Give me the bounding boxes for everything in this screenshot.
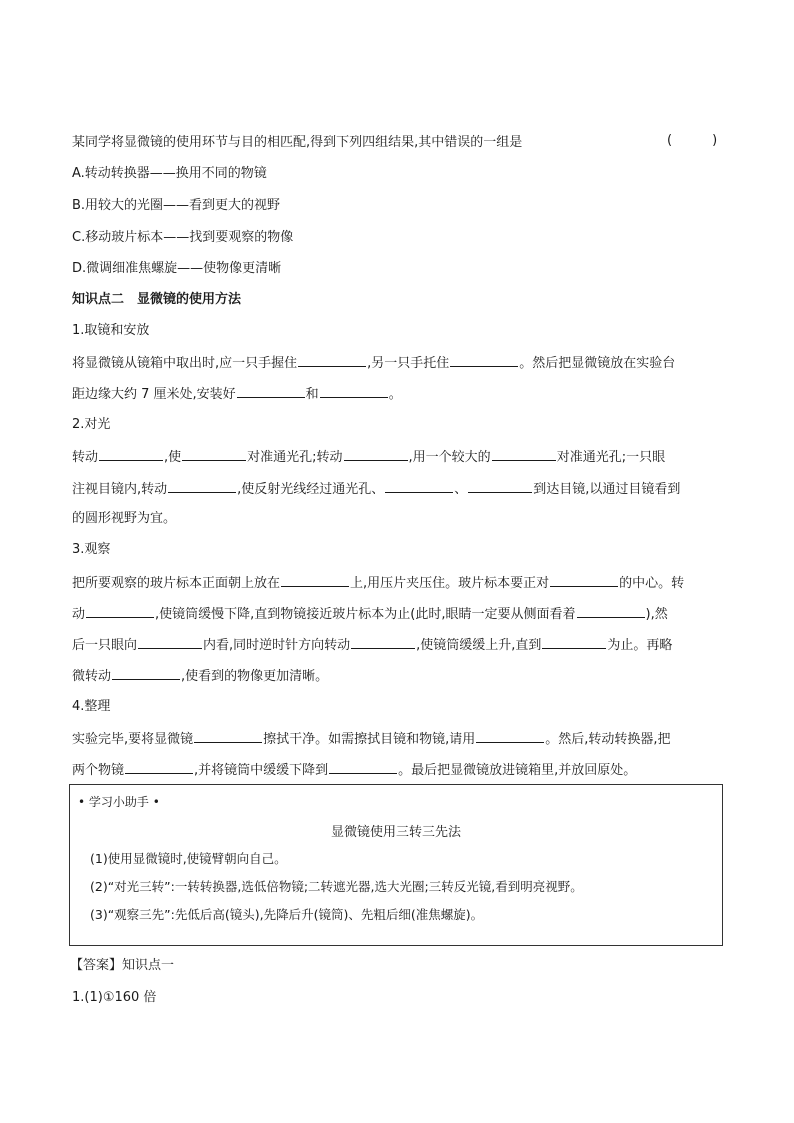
fill-blank[interactable]: [577, 603, 645, 618]
fill-blank[interactable]: [99, 446, 163, 461]
paragraph-line: 实验完毕,要将显微镜 擦拭干净。如需擦拭目镜和物镜,请用 。然后,转动转换器,把: [72, 728, 671, 750]
paragraph-line: 后一只眼向 内看,同时逆时针方向转动 ,使镜筒缓缓上升,直到 为止。再略: [72, 634, 672, 656]
paren-open: (: [667, 133, 673, 148]
paragraph-line: 动 ,使镜筒缓慢下降,直到物镜接近玻片标本为止(此时,眼睛一定要从侧面看着 ),然: [72, 603, 668, 625]
paragraph-line: 微转动 ,使看到的物像更加清晰。: [72, 665, 328, 687]
paragraph-line: 将显微镜从镜箱中取出时,应一只手握住 ,另一只手托住 。然后把显微镜放在实验台: [72, 352, 675, 374]
helper-item-2: (2)“对光三转”:一转转换器,选低倍物镜;二转遮光器,选大光圈;三转反光镜,看到明亮视野。: [90, 879, 583, 894]
fill-blank[interactable]: [476, 728, 544, 743]
helper-tag: • 学习小助手 •: [78, 795, 160, 809]
fill-blank[interactable]: [168, 478, 236, 493]
answer-parentheses: [667, 133, 717, 148]
answer-label: 【答案】知识点一: [70, 958, 175, 973]
fill-blank[interactable]: [542, 634, 606, 649]
fill-blank[interactable]: [344, 446, 408, 461]
fill-blank[interactable]: [550, 572, 618, 587]
helper-item-1: (1)使用显微镜时,使镜臂朝向自己。: [90, 851, 287, 866]
option-a: A.转动转换器——换用不同的物镜: [72, 166, 267, 181]
helper-title: 显微镜使用三转三先法: [330, 825, 461, 840]
question-stem: 某同学将显微镜的使用环节与目的相匹配,得到下列四组结果,其中错误的一组是: [72, 135, 523, 150]
subsection-title-2: 2.对光: [72, 417, 111, 432]
paragraph-line: 把所要观察的玻片标本正面朝上放在 上,用压片夹压住。玻片标本要正对 的中心。转: [72, 572, 684, 594]
option-c: C.移动玻片标本——找到要观察的物像: [72, 230, 294, 245]
fill-blank[interactable]: [385, 478, 453, 493]
fill-blank[interactable]: [329, 759, 397, 774]
study-helper-box: [69, 784, 723, 946]
fill-blank[interactable]: [125, 759, 193, 774]
fill-blank[interactable]: [112, 665, 180, 680]
fill-blank[interactable]: [298, 352, 366, 367]
fill-blank[interactable]: [138, 634, 202, 649]
fill-blank[interactable]: [450, 352, 518, 367]
paragraph-line: 转动 ,使 对准通光孔;转动 ,用一个较大的 对准通光孔;一只眼: [72, 446, 665, 468]
section-heading: 知识点二 显微镜的使用方法: [72, 292, 242, 307]
paragraph-line: 的圆形视野为宜。: [72, 511, 177, 526]
fill-blank[interactable]: [194, 728, 262, 743]
option-b: B.用较大的光圈——看到更大的视野: [72, 198, 281, 213]
answer-first-item: 1.(1)①160 倍: [72, 990, 157, 1005]
fill-blank[interactable]: [492, 446, 556, 461]
helper-item-3: (3)“观察三先”:先低后高(镜头),先降后升(镜筒)、先粗后细(准焦螺旋)。: [90, 907, 484, 922]
paren-close: ): [712, 133, 718, 148]
fill-blank[interactable]: [182, 446, 246, 461]
paragraph-line: 两个物镜 ,并将镜筒中缓缓下降到 。最后把显微镜放进镜箱里,并放回原处。: [72, 759, 636, 781]
fill-blank[interactable]: [281, 572, 349, 587]
fill-blank[interactable]: [351, 634, 415, 649]
fill-blank[interactable]: [237, 383, 305, 398]
fill-blank[interactable]: [320, 383, 388, 398]
paragraph-line: 注视目镜内,转动 ,使反射光线经过通光孔、 、 到达目镜,以通过目镜看到: [72, 478, 680, 500]
option-d: D.微调细准焦螺旋——使物像更清晰: [72, 261, 282, 276]
subsection-title-1: 1.取镜和安放: [72, 323, 150, 338]
paragraph-line: 距边缘大约 7 厘米处,安装好 和 。: [72, 383, 402, 405]
subsection-title-4: 4.整理: [72, 699, 111, 714]
subsection-title-3: 3.观察: [72, 542, 111, 557]
fill-blank[interactable]: [468, 478, 532, 493]
fill-blank[interactable]: [86, 603, 154, 618]
